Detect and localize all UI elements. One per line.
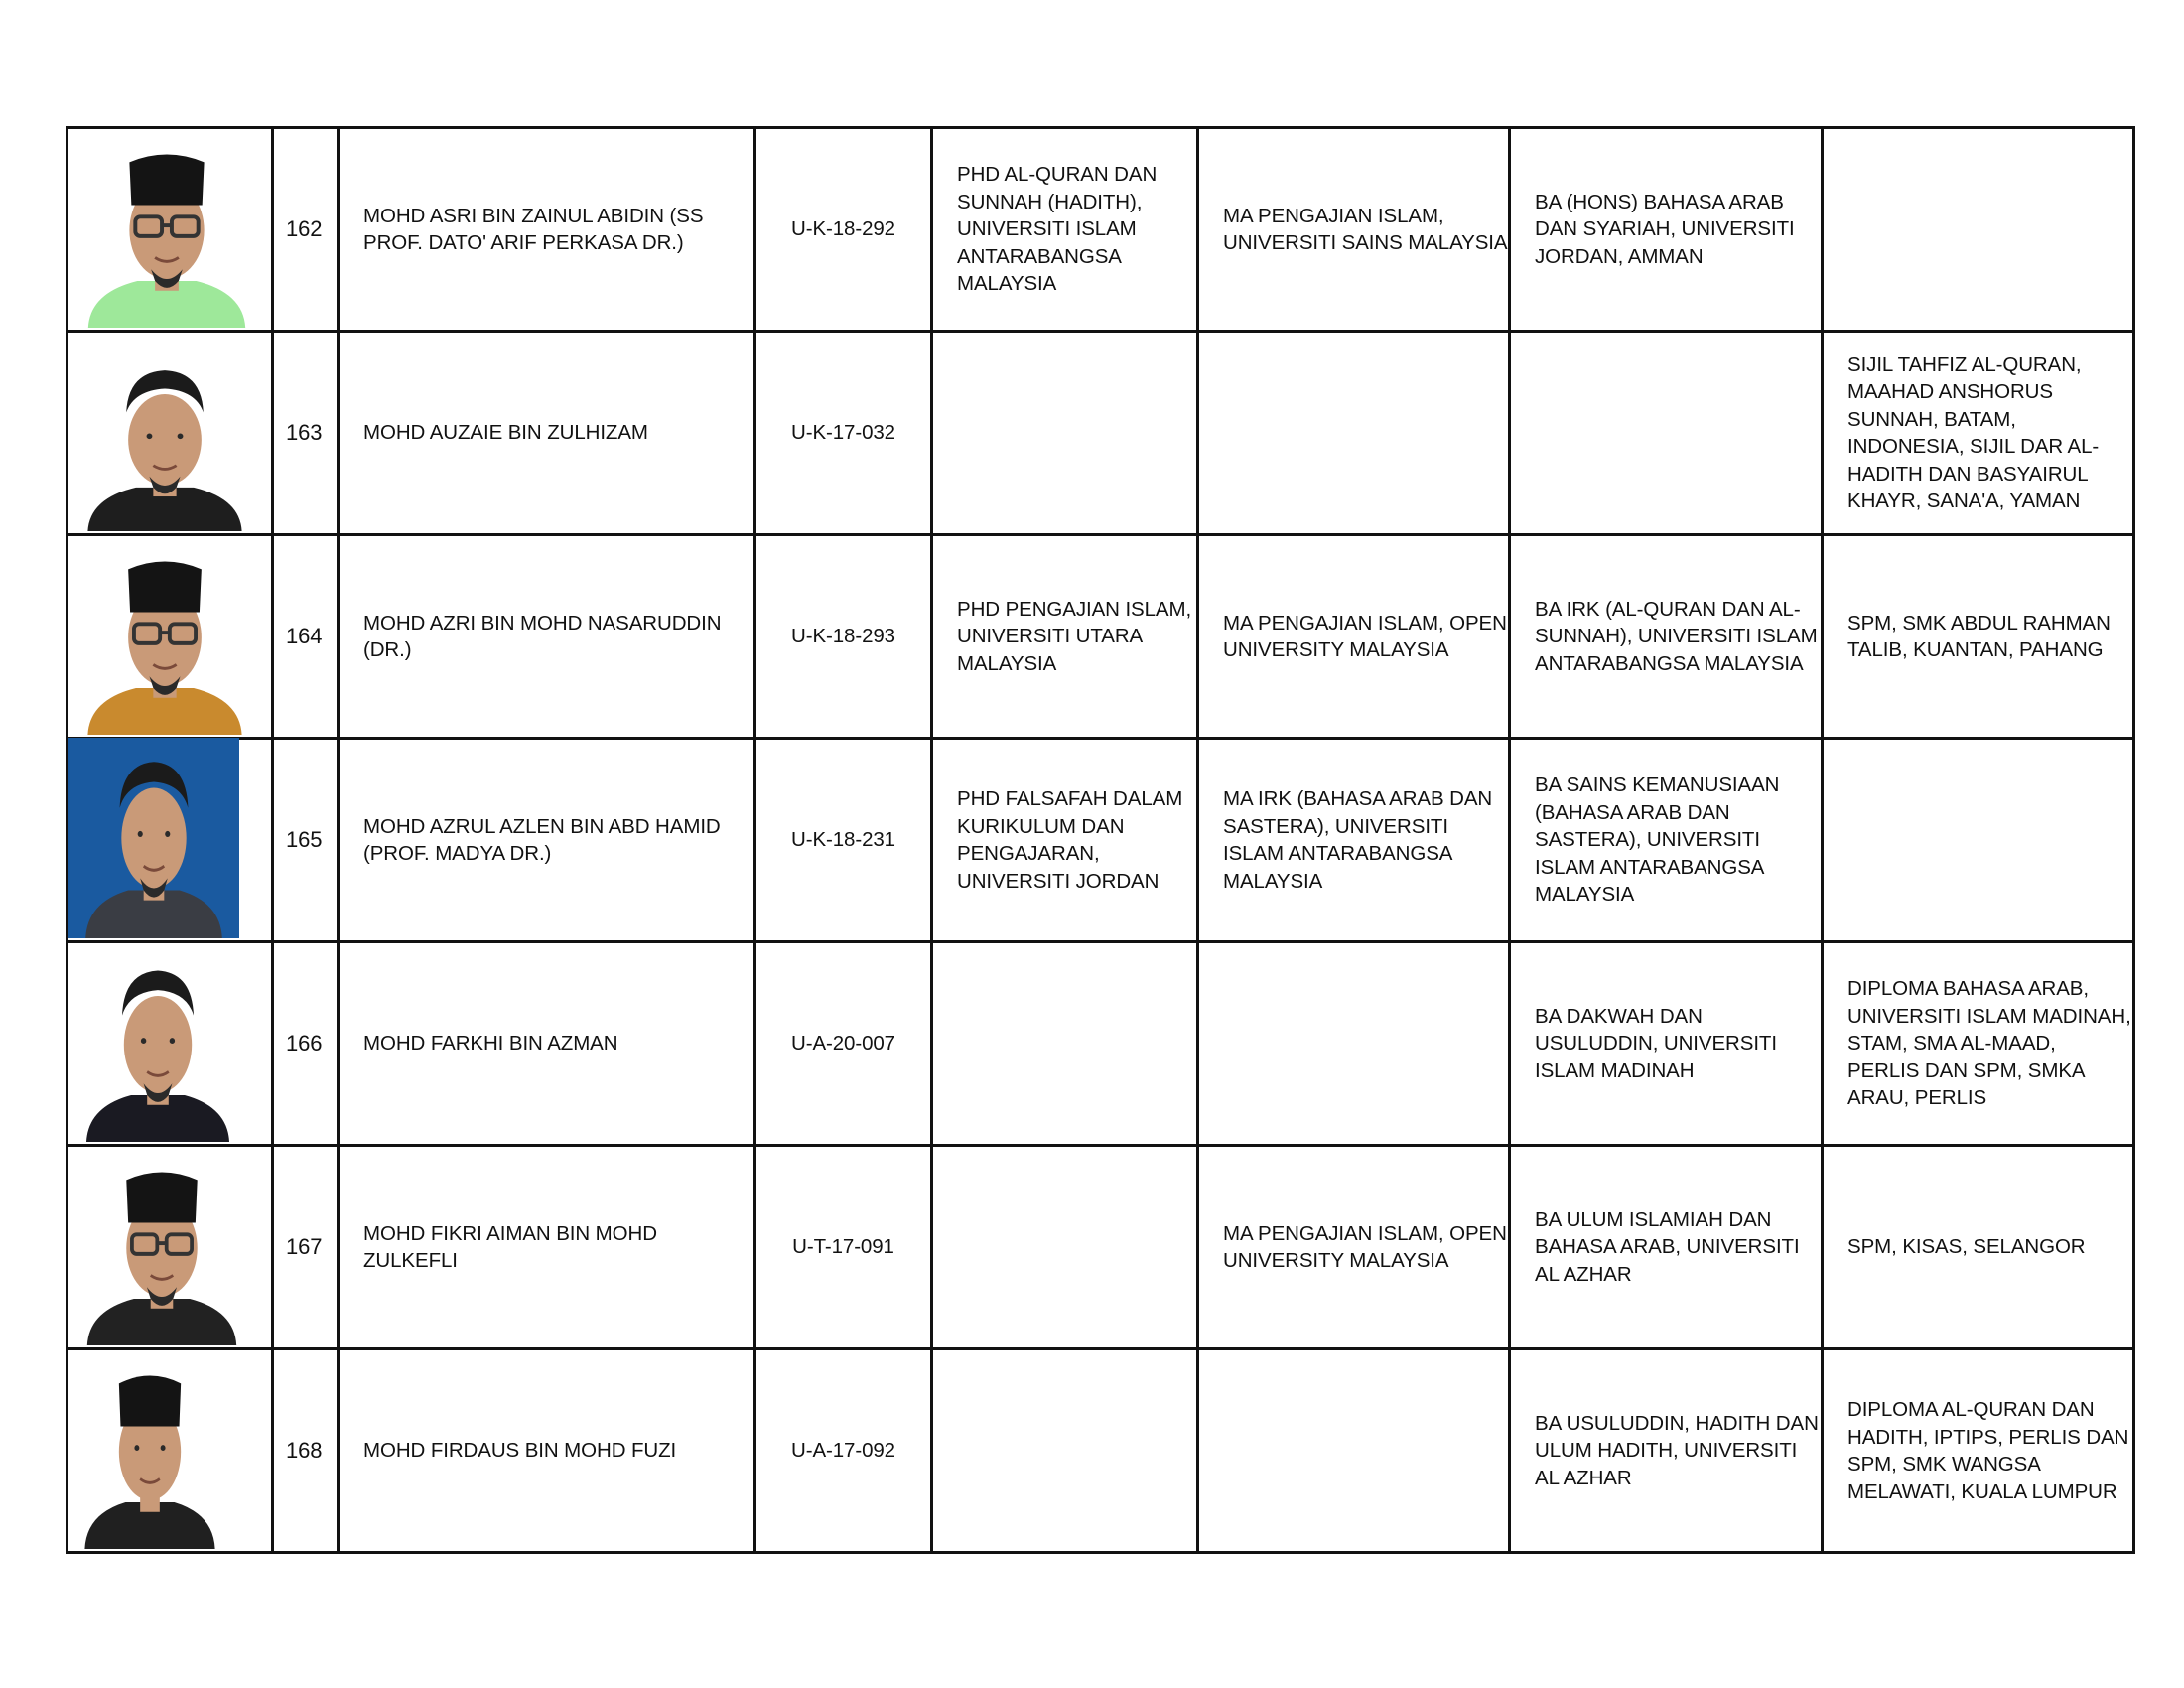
registration-id: U-A-17-092 (755, 1349, 932, 1553)
portrait-photo (68, 133, 265, 328)
masters-qualification (1198, 1349, 1510, 1553)
other-qualifications: DIPLOMA AL-QURAN DAN HADITH, IPTIPS, PERLIS DAN SPM, SMK WANGSA MELAWATI, KUALA LUMPUR (1823, 1349, 2134, 1553)
phd-qualification (932, 1349, 1198, 1553)
bachelors-qualification: BA IRK (AL-QURAN DAN AL-SUNNAH), UNIVERSITI ISLAM ANTARABANGSA MALAYSIA (1510, 535, 1823, 739)
masters-qualification: MA PENGAJIAN ISLAM, UNIVERSITI SAINS MALAYSIA (1198, 128, 1510, 332)
other-qualifications (1823, 739, 2134, 942)
person-silhouette-icon (68, 1151, 255, 1345)
bachelors-qualification: BA ULUM ISLAMIAH DAN BAHASA ARAB, UNIVERSITI AL AZHAR (1510, 1146, 1823, 1349)
person-silhouette-icon (68, 540, 261, 735)
row-number: 166 (273, 942, 339, 1146)
table-row (68, 739, 2134, 942)
person-silhouette-icon (68, 947, 247, 1142)
portrait-photo (68, 1151, 255, 1345)
bachelors-qualification: BA (HONS) BAHASA ARAB DAN SYARIAH, UNIVERSITI JORDAN, AMMAN (1510, 128, 1823, 332)
photo-cell (68, 535, 273, 739)
other-qualifications: SIJIL TAHFIZ AL-QURAN, MAAHAD ANSHORUS SUNNAH, BATAM, INDONESIA, SIJIL DAR AL-HADITH DAN BASYAIRUL KHAYR, SANA'A, YAMAN (1823, 332, 2134, 535)
table-row (68, 942, 2134, 1146)
other-qualifications (1823, 128, 2134, 332)
portrait-photo (68, 540, 261, 735)
row-number: 167 (273, 1146, 339, 1349)
portrait-photo (68, 738, 239, 938)
photo-cell (68, 739, 273, 942)
phd-qualification: PHD FALSAFAH DALAM KURIKULUM DAN PENGAJARAN, UNIVERSITI JORDAN (932, 739, 1198, 942)
photo-cell (68, 1146, 273, 1349)
person-silhouette-icon (68, 133, 265, 328)
masters-qualification: MA PENGAJIAN ISLAM, OPEN UNIVERSITY MALAYSIA (1198, 535, 1510, 739)
registration-id: U-K-18-231 (755, 739, 932, 942)
person-silhouette-icon (68, 738, 239, 938)
other-qualifications: SPM, SMK ABDUL RAHMAN TALIB, KUANTAN, PAHANG (1823, 535, 2134, 739)
portrait-photo (68, 349, 261, 531)
portrait-photo (68, 947, 247, 1142)
phd-qualification: PHD PENGAJIAN ISLAM, UNIVERSITI UTARA MALAYSIA (932, 535, 1198, 739)
person-name: MOHD AZRI BIN MOHD NASARUDDIN (DR.) (339, 535, 755, 739)
person-name: MOHD FIRDAUS BIN MOHD FUZI (339, 1349, 755, 1553)
photo-cell (68, 128, 273, 332)
other-qualifications: SPM, KISAS, SELANGOR (1823, 1146, 2134, 1349)
table-row (68, 535, 2134, 739)
phd-qualification: PHD AL-QURAN DAN SUNNAH (HADITH), UNIVERSITI ISLAM ANTARABANGSA MALAYSIA (932, 128, 1198, 332)
bachelors-qualification: BA USULUDDIN, HADITH DAN ULUM HADITH, UNIVERSITI AL AZHAR (1510, 1349, 1823, 1553)
person-silhouette-icon (68, 1354, 231, 1549)
table-row (68, 128, 2134, 332)
row-number: 162 (273, 128, 339, 332)
person-silhouette-icon (68, 349, 261, 531)
registration-id: U-A-20-007 (755, 942, 932, 1146)
person-name: MOHD AUZAIE BIN ZULHIZAM (339, 332, 755, 535)
registration-id: U-K-18-293 (755, 535, 932, 739)
masters-qualification: MA IRK (BAHASA ARAB DAN SASTERA), UNIVERSITI ISLAM ANTARABANGSA MALAYSIA (1198, 739, 1510, 942)
masters-qualification: MA PENGAJIAN ISLAM, OPEN UNIVERSITY MALAYSIA (1198, 1146, 1510, 1349)
phd-qualification (932, 1146, 1198, 1349)
person-name: MOHD FIKRI AIMAN BIN MOHD ZULKEFLI (339, 1146, 755, 1349)
phd-qualification (932, 942, 1198, 1146)
registration-id: U-K-17-032 (755, 332, 932, 535)
portrait-photo (68, 1354, 231, 1549)
table-row (68, 332, 2134, 535)
bachelors-qualification: BA SAINS KEMANUSIAAN (BAHASA ARAB DAN SASTERA), UNIVERSITI ISLAM ANTARABANGSA MALAYSIA (1510, 739, 1823, 942)
photo-cell (68, 1349, 273, 1553)
row-number: 163 (273, 332, 339, 535)
person-name: MOHD AZRUL AZLEN BIN ABD HAMID (PROF. MADYA DR.) (339, 739, 755, 942)
other-qualifications: DIPLOMA BAHASA ARAB, UNIVERSITI ISLAM MADINAH, STAM, SMA AL-MAAD, PERLIS DAN SPM, SMKA ARAU, PERLIS (1823, 942, 2134, 1146)
registration-id: U-T-17-091 (755, 1146, 932, 1349)
person-name: MOHD FARKHI BIN AZMAN (339, 942, 755, 1146)
masters-qualification (1198, 332, 1510, 535)
row-number: 168 (273, 1349, 339, 1553)
table-row (68, 1349, 2134, 1553)
photo-cell (68, 332, 273, 535)
row-number: 165 (273, 739, 339, 942)
staff-qualification-table (66, 126, 2135, 1554)
table-row (68, 1146, 2134, 1349)
bachelors-qualification (1510, 332, 1823, 535)
row-number: 164 (273, 535, 339, 739)
bachelors-qualification: BA DAKWAH DAN USULUDDIN, UNIVERSITI ISLAM MADINAH (1510, 942, 1823, 1146)
phd-qualification (932, 332, 1198, 535)
photo-cell (68, 942, 273, 1146)
masters-qualification (1198, 942, 1510, 1146)
registration-id: U-K-18-292 (755, 128, 932, 332)
person-name: MOHD ASRI BIN ZAINUL ABIDIN (SS PROF. DATO' ARIF PERKASA DR.) (339, 128, 755, 332)
